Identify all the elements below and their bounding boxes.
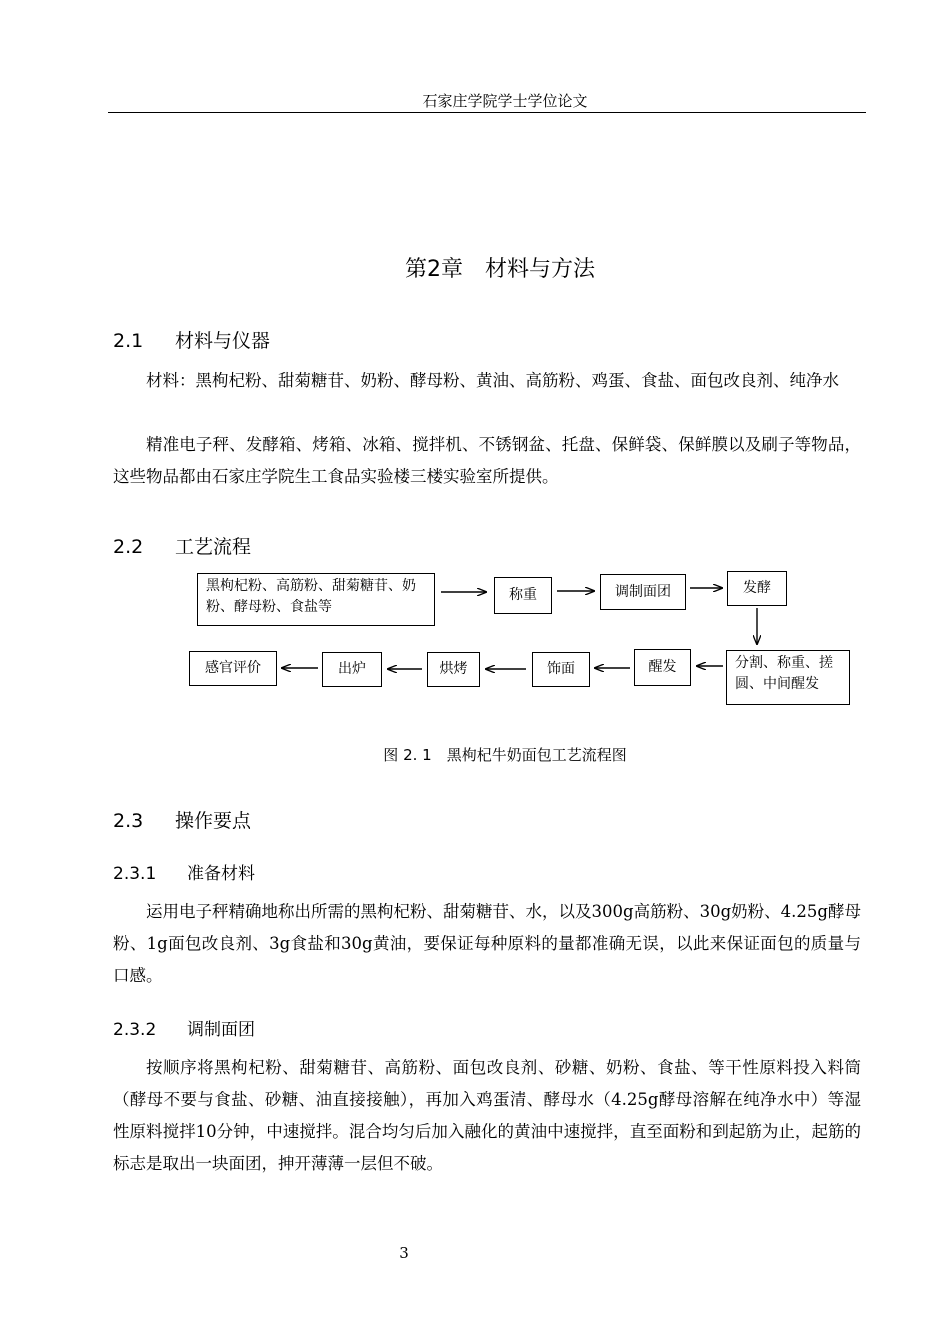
flow-step-proof: 醒发 [634, 649, 691, 686]
running-header: 石家庄学院学士学位论文 [422, 92, 588, 110]
section-title: 准备材料 [187, 864, 255, 884]
flow-step-weigh: 称重 [494, 577, 552, 614]
section-title: 操作要点 [175, 810, 252, 832]
paragraph-prepare-materials: 运用电子秤精确地称出所需的黑枸杞粉、甜菊糖苷、水，以及300g高筋粉、30g奶粉、4.25g酵母粉、1g面包改良剂、3g食盐和30g黄油，要保证每种原料的量都准确无误，以此来保证面包的质量与口感。 [113, 902, 861, 985]
section-heading-2-3-2 [113, 1015, 255, 1040]
paragraph-instruments: 精准电子秤、发酵箱、烤箱、冰箱、搅拌机、不锈钢盆、托盘、保鲜袋、保鲜膜以及刷子等物品，这些物品都由石家庄学院生工食品实验楼三楼实验室所提供。 [113, 435, 861, 486]
paragraph-materials: 材料：黑枸杞粉、甜菊糖苷、奶粉、酵母粉、黄油、高筋粉、鸡蛋、食盐、面包改良剂、纯净水 [146, 371, 839, 390]
flow-step-divide-round: 分割、称重、搓圆、中间醒发 [726, 650, 850, 705]
section-number: 2.3.2 [113, 1020, 157, 1040]
section-title: 调制面团 [187, 1020, 255, 1040]
section-title: 工艺流程 [175, 536, 252, 558]
flow-step-decorate: 饰面 [532, 652, 590, 687]
flow-step-unload: 出炉 [322, 652, 382, 687]
page-number: 3 [399, 1244, 409, 1262]
flow-step-ingredients: 黑枸杞粉、高筋粉、甜菊糖苷、奶粉、酵母粉、食盐等 [197, 573, 435, 626]
flow-step-mix-dough: 调制面团 [600, 574, 686, 610]
section-number: 2.3 [113, 810, 144, 832]
section-title: 材料与仪器 [175, 330, 271, 352]
section-number: 2.1 [113, 330, 144, 352]
flow-step-sensory-evaluation: 感官评价 [189, 651, 277, 686]
figure-caption: 图 2. 1 黑枸杞牛奶面包工艺流程图 [383, 746, 627, 764]
chapter-title: 第2章 材料与方法 [405, 257, 595, 282]
section-heading-2-3 [113, 806, 251, 833]
flow-step-bake: 烘烤 [427, 652, 480, 687]
section-number: 2.3.1 [113, 864, 157, 884]
section-heading-2-3-1 [113, 859, 255, 884]
paragraph-make-dough: 按顺序将黑枸杞粉、甜菊糖苷、高筋粉、面包改良剂、砂糖、奶粉、食盐、等干性原料投入料筒（酵母不要与食盐、砂糖、油直接接触），再加入鸡蛋清、酵母水（4.25g酵母溶解在纯净水中）等湿性原料搅拌10分钟，中速搅拌。混合均匀后加入融化的黄油中速搅拌，直至面粉和到起筋为止，起筋的标志是取出一块面团，抻开薄薄一层但不破。 [113, 1058, 861, 1173]
section-number: 2.2 [113, 536, 144, 558]
flow-step-ferment: 发酵 [727, 571, 787, 606]
